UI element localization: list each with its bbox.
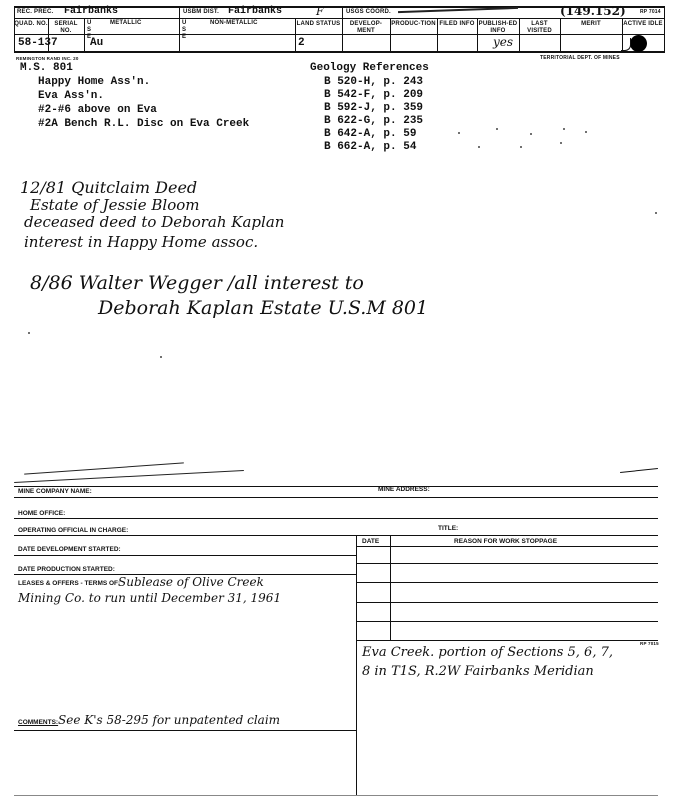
- leases-label: LEASES & OFFERS - TERMS OF:: [18, 580, 121, 587]
- territorial-note: TERRITORIAL DEPT. OF MINES: [540, 55, 620, 61]
- operating-official-label: OPERATING OFFICIAL IN CHARGE:: [18, 527, 129, 534]
- geology-ref-4: B 622-G, p. 235: [324, 115, 424, 127]
- printer-note: REMINGTON RAND INC. 20: [16, 56, 79, 61]
- home-office-label: HOME OFFICE:: [18, 510, 66, 517]
- hand-line-5: 8/86 Walter Wegger /all interest to: [30, 272, 364, 294]
- geology-ref-3: B 592-J, p. 359: [324, 102, 424, 114]
- production-label: PRODUC-TION: [391, 21, 436, 27]
- claim-line-4: #2A Bench R.L. Disc on Eva Creek: [38, 118, 250, 130]
- land-status-value: 2: [298, 37, 305, 49]
- location-line-2: 8 in T1S, R.2W Fairbanks Meridian: [362, 664, 594, 679]
- published-info-value: yes: [493, 35, 514, 49]
- claim-line-1: Happy Home Ass'n.: [38, 76, 151, 88]
- scribble-lines: [14, 460, 244, 482]
- usgs-coord-value: (149.152): [560, 4, 626, 18]
- geology-title: Geology References: [310, 62, 429, 74]
- metallic-value: Au: [90, 37, 104, 49]
- land-status-label: LAND STATUS: [296, 21, 341, 27]
- mine-company-name-label: MINE COMPANY NAME:: [18, 488, 92, 495]
- claim-line-3: #2-#6 above on Eva: [38, 104, 157, 116]
- hand-line-4: interest in Happy Home assoc.: [24, 233, 259, 251]
- mine-address-label: MINE ADDRESS:: [378, 486, 430, 493]
- usgs-coord-label: USGS COORD.: [346, 9, 391, 15]
- reason-column-header: REASON FOR WORK STOPPAGE: [454, 538, 558, 545]
- quad-serial-value: 58-137: [18, 37, 58, 49]
- location-code: RP 7015: [640, 641, 659, 646]
- development-label: DEVELOP-MENT: [349, 21, 383, 34]
- usbm-dist-value: Fairbanks: [228, 6, 283, 17]
- date-production-started-label: DATE PRODUCTION STARTED:: [18, 566, 115, 573]
- u-s-e-label-2: U S E: [182, 20, 187, 40]
- quad-no-label: QUAD. NO.: [14, 21, 48, 27]
- leases-value-1: Sublease of Olive Creek: [118, 575, 264, 589]
- geology-ref-2: B 542-F, p. 209: [324, 89, 424, 101]
- leases-value-2: Mining Co. to run until December 31, 1961: [18, 591, 282, 605]
- geology-ref-1: B 520-H, p. 243: [324, 76, 424, 88]
- metallic-label: METALLIC: [110, 20, 142, 26]
- published-info-label: PUBLISH-ED INFO: [478, 21, 518, 34]
- comments-value: See K's 58-295 for unpatented claim: [58, 713, 281, 727]
- date-column-header: DATE: [362, 538, 380, 545]
- title-label: TITLE:: [438, 525, 459, 532]
- claim-line-2: Eva Ass'n.: [38, 90, 105, 102]
- ms-number: M.S. 801: [20, 62, 73, 74]
- rec-prec-value: Fairbanks: [64, 6, 119, 17]
- geology-ref-6: B 662-A, p. 54: [324, 141, 417, 153]
- hand-line-6: Deborah Kaplan Estate U.S.M 801: [98, 297, 429, 319]
- hand-line-2: Estate of Jessie Bloom: [30, 196, 200, 214]
- hand-line-3: deceased deed to Deborah Kaplan: [24, 213, 285, 231]
- comments-label: COMMENTS:: [18, 719, 59, 726]
- active-status-dot: [630, 35, 647, 52]
- non-metallic-label: NON-METALLIC: [210, 20, 258, 26]
- active-idle-label: ACTIVE IDLE: [623, 21, 663, 27]
- geology-ref-5: B 642-A, p. 59: [324, 128, 417, 140]
- status-check-mark: [621, 38, 631, 51]
- hand-line-1: 12/81 Quitclaim Deed: [20, 178, 198, 197]
- u-s-e-label: U S E: [87, 20, 92, 40]
- form-code: RP 7014: [640, 9, 661, 15]
- date-development-started-label: DATE DEVELOPMENT STARTED:: [18, 546, 121, 553]
- location-line-1: Eva Creek. portion of Sections 5, 6, 7,: [362, 645, 613, 660]
- merit-label: MERIT: [581, 21, 601, 27]
- serial-no-label: SERIAL NO.: [54, 21, 78, 34]
- last-visited-label: LAST VISITED: [527, 21, 552, 34]
- rec-prec-label: REC. PREC.: [17, 9, 54, 15]
- filed-info-label: FILED INFO: [439, 21, 475, 27]
- usbm-dist-label: USBM DIST.: [183, 9, 220, 15]
- usbm-dist-mark: F: [316, 5, 324, 18]
